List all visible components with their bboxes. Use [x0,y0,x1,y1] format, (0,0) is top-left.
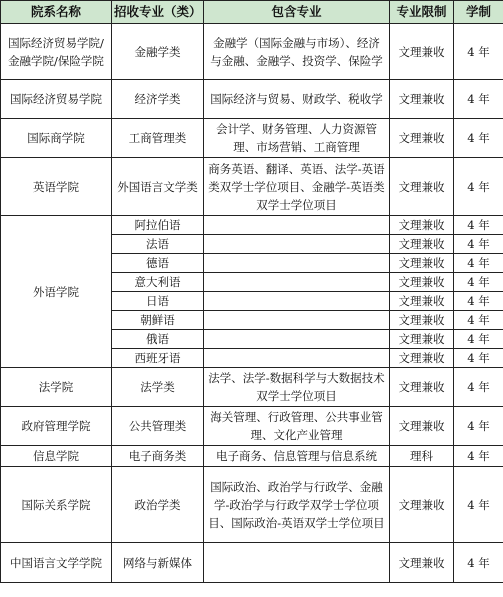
table-row [1,80,503,119]
table-row [1,119,503,158]
majors-cell [204,330,390,349]
category-cell: 俄语 [112,330,204,349]
college-cell: 中国语言文学学院 [1,543,112,583]
limit-cell: 文理兼收 [390,543,454,583]
table-row [1,368,503,407]
majors-cell: 国际政治、政治学与行政学、金融学-政治学与行政学双学士学位项目、国际政治-英语双学士学位项目 [204,467,390,543]
limit-cell: 文理兼收 [390,216,454,235]
years-cell: 4 年 [454,80,503,119]
limit-cell: 文理兼收 [390,467,454,543]
table-row [1,407,503,446]
table-row [1,216,503,235]
table-row [1,543,503,583]
table-row [1,467,503,543]
limit-cell: 文理兼收 [390,407,454,446]
years-cell: 4 年 [454,349,503,368]
category-cell: 电子商务类 [112,446,204,467]
years-cell: 4 年 [454,119,503,158]
category-cell: 金融学类 [112,24,204,80]
header-limit: 专业限制 [390,1,454,24]
years-cell: 4 年 [454,446,503,467]
limit-cell: 文理兼收 [390,24,454,80]
majors-cell: 海关管理、行政管理、公共事业管理、文化产业管理 [204,407,390,446]
years-cell: 4 年 [454,467,503,543]
college-cell: 国际商学院 [1,119,112,158]
limit-cell: 文理兼收 [390,292,454,311]
majors-cell: 法学、法学-数据科学与大数据技术双学士学位项目 [204,368,390,407]
years-cell: 4 年 [454,292,503,311]
limit-cell: 文理兼收 [390,273,454,292]
category-cell: 政治学类 [112,467,204,543]
college-cell: 信息学院 [1,446,112,467]
header-row [1,1,503,24]
category-cell: 公共管理类 [112,407,204,446]
table-row [1,158,503,216]
limit-cell: 文理兼收 [390,311,454,330]
table-row [1,446,503,467]
college-cell: 国际经济贸易学院/金融学院/保险学院 [1,24,112,80]
college-cell: 外语学院 [1,216,112,368]
majors-cell [204,543,390,583]
college-cell: 英语学院 [1,158,112,216]
college-cell: 法学院 [1,368,112,407]
table-row [1,24,503,80]
header-majors: 包含专业 [204,1,390,24]
majors-cell: 会计学、财务管理、人力资源管理、市场营销、工商管理 [204,119,390,158]
majors-cell: 商务英语、翻译、英语、法学-英语类双学士学位项目、金融学-英语类双学士学位项目 [204,158,390,216]
college-cell: 国际经济贸易学院 [1,80,112,119]
limit-cell: 文理兼收 [390,349,454,368]
majors-cell [204,292,390,311]
majors-cell: 电子商务、信息管理与信息系统 [204,446,390,467]
category-cell: 网络与新媒体 [112,543,204,583]
category-cell: 德语 [112,254,204,273]
limit-cell: 文理兼收 [390,254,454,273]
years-cell: 4 年 [454,158,503,216]
category-cell: 阿拉伯语 [112,216,204,235]
years-cell: 4 年 [454,543,503,583]
years-cell: 4 年 [454,330,503,349]
majors-cell [204,254,390,273]
years-cell: 4 年 [454,235,503,254]
limit-cell: 文理兼收 [390,158,454,216]
years-cell: 4 年 [454,216,503,235]
majors-cell: 金融学（国际金融与市场）、经济与金融、金融学、投资学、保险学 [204,24,390,80]
college-cell: 国际关系学院 [1,467,112,543]
category-cell: 外国语言文学类 [112,158,204,216]
category-cell: 意大利语 [112,273,204,292]
limit-cell: 文理兼收 [390,80,454,119]
limit-cell: 文理兼收 [390,119,454,158]
limit-cell: 理科 [390,446,454,467]
majors-cell: 国际经济与贸易、财政学、税收学 [204,80,390,119]
category-cell: 法学类 [112,368,204,407]
years-cell: 4 年 [454,254,503,273]
limit-cell: 文理兼收 [390,330,454,349]
category-cell: 朝鲜语 [112,311,204,330]
years-cell: 4 年 [454,24,503,80]
header-college: 院系名称 [1,1,112,24]
majors-cell [204,273,390,292]
majors-cell [204,235,390,254]
category-cell: 工商管理类 [112,119,204,158]
category-cell: 西班牙语 [112,349,204,368]
years-cell: 4 年 [454,273,503,292]
years-cell: 4 年 [454,311,503,330]
majors-cell [204,216,390,235]
category-cell: 法语 [112,235,204,254]
limit-cell: 文理兼收 [390,368,454,407]
category-cell: 日语 [112,292,204,311]
category-cell: 经济学类 [112,80,204,119]
header-years: 学制 [454,1,503,24]
years-cell: 4 年 [454,407,503,446]
college-cell: 政府管理学院 [1,407,112,446]
years-cell: 4 年 [454,368,503,407]
majors-cell [204,311,390,330]
limit-cell: 文理兼收 [390,235,454,254]
majors-cell [204,349,390,368]
header-category: 招收专业（类） [112,1,204,24]
